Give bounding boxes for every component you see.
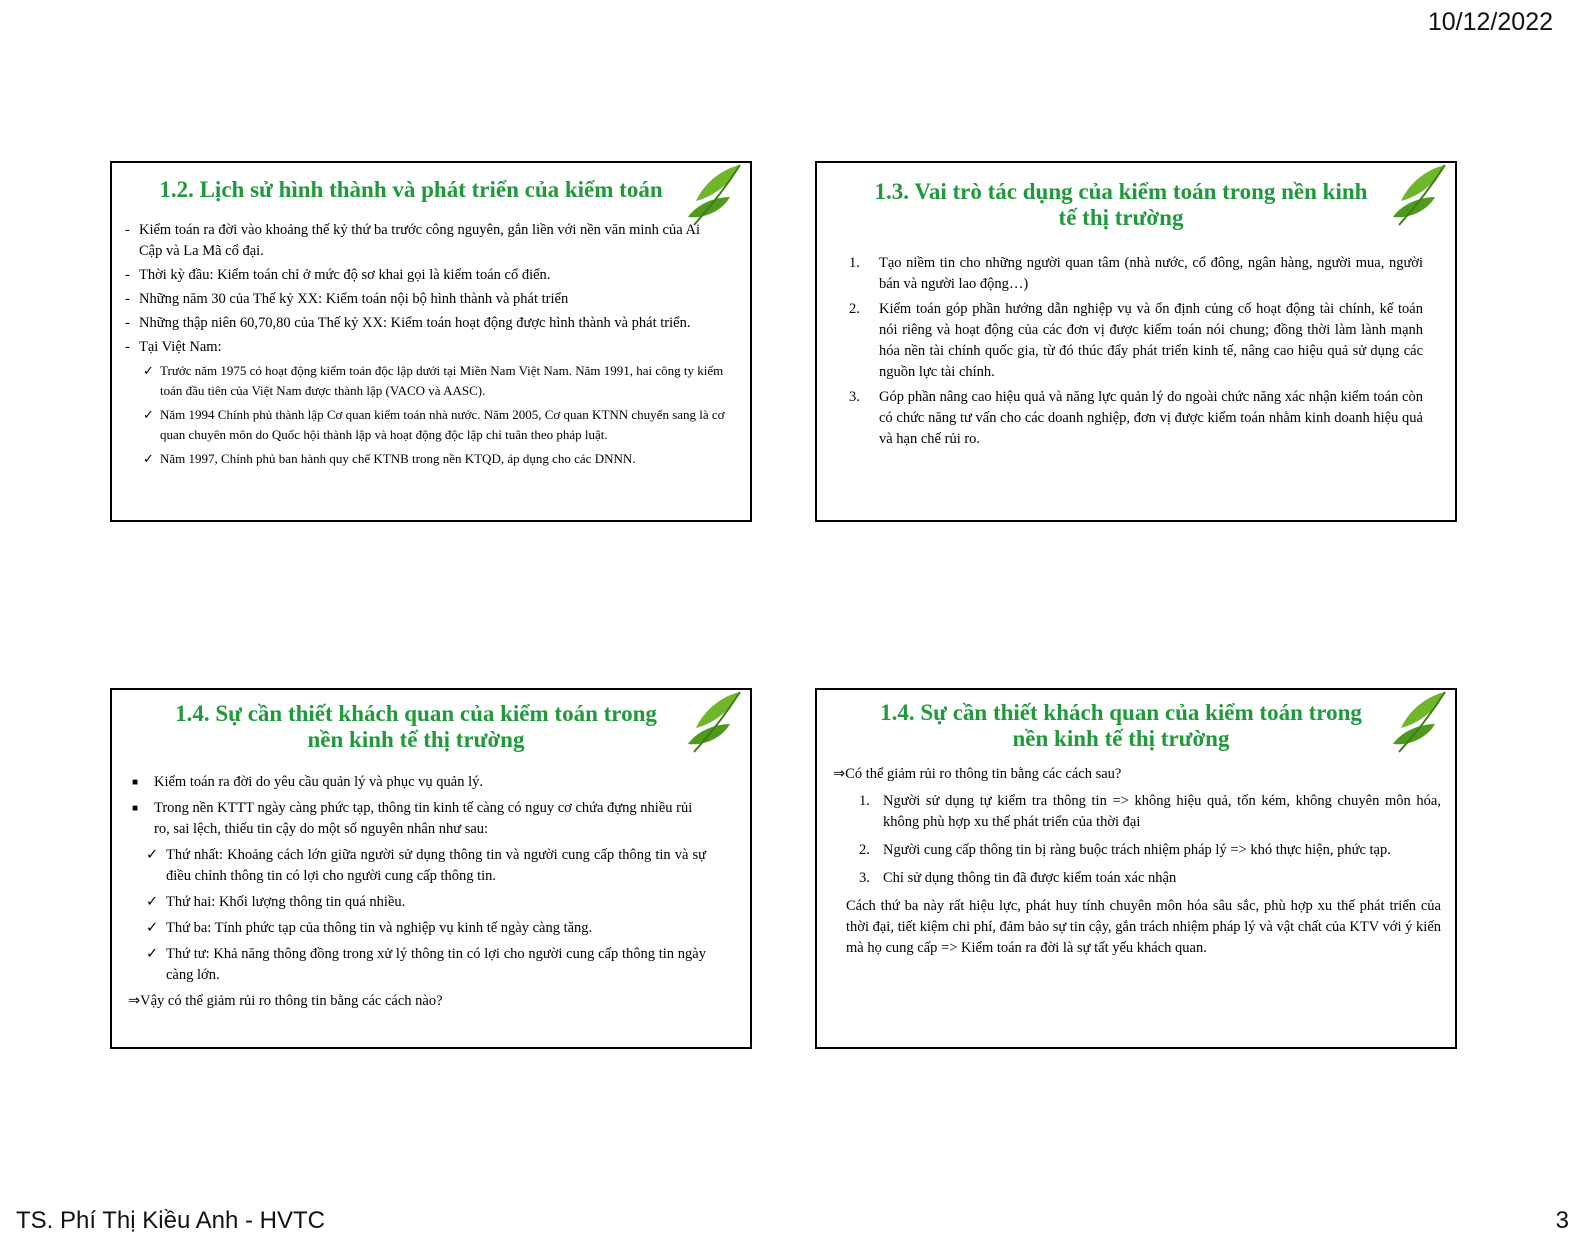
header-date: 10/12/2022: [1427, 8, 1553, 36]
slide-title-line: nền kinh tế thị trường: [1012, 726, 1230, 751]
slide-title-line: tế thị trường: [1058, 205, 1184, 230]
list-item: ■ Trong nền KTTT ngày càng phức tạp, thông tin kinh tế càng có nguy cơ chứa đựng nhiều rủi ro, sai lệch, thiếu tin cậy do một số nguyên nhân như sau:: [132, 800, 693, 837]
slide-title: [837, 179, 1405, 231]
page-number: 3: [1555, 1207, 1569, 1234]
slide-title: [132, 701, 700, 753]
list-item: - Thời kỳ đầu: Kiểm toán chỉ ở mức độ sơ khai gọi là kiểm toán cổ điển.: [125, 267, 551, 283]
slide-title-line: 1.3. Vai trò tác dụng của kiểm toán trong nền kinh: [874, 179, 1368, 204]
list-item: 3. Góp phần nâng cao hiệu quả và năng lực quản lý do ngoài chức năng xác nhận kiểm toán còn có chức năng tư vấn cho các doanh nghiệp, đơn vị được kiểm toán nhằm kinh doanh hiệu quả và hạn chế rủi ro.: [849, 389, 1423, 447]
list-item: ■ Kiểm toán ra đời do yêu cầu quản lý và phục vụ quản lý.: [132, 774, 483, 790]
list-item: - Kiểm toán ra đời vào khoảng thế kỷ thứ ba trước công nguyên, gắn liền với nền văn minh của Ai Cập và La Mã cổ đại.: [125, 222, 700, 259]
list-item: 3. Chỉ sử dụng thông tin đã được kiểm toán xác nhận: [859, 870, 1177, 886]
sub-list-item: ✓ Năm 1994 Chính phủ thành lập Cơ quan kiểm toán nhà nước. Năm 2005, Cơ quan KTNN chuyển sang là cơ quan chuyên môn do Quốc hội thành lập và hoạt động độc lập chỉ tuân theo pháp luật.: [143, 407, 725, 442]
slide-1-3-role: [815, 161, 1457, 522]
slide-1-2-history: [110, 161, 752, 522]
list-item: - Những năm 30 của Thế kỷ XX: Kiểm toán nội bộ hình thành và phát triển: [125, 291, 569, 307]
slide-1-4-necessity: [110, 688, 752, 1049]
slide-title-line: 1.2. Lịch sử hình thành và phát triển của kiểm toán: [159, 177, 663, 202]
slide-1-4-solutions: [815, 688, 1457, 1049]
intro-text: ⇒Có thể giảm rủi ro thông tin bằng các cách sau?: [833, 766, 1122, 782]
list-item: 2. Người cung cấp thông tin bị ràng buộc trách nhiệm pháp lý => khó thực hiện, phức tạp.: [859, 842, 1391, 858]
conclusion-text: Cách thứ ba này rất hiệu lực, phát huy tính chuyên môn hóa sâu sắc, phù hợp xu thế phát triển của thời đại, tiết kiệm chi phí, đảm bảo sự tin cậy, gắn trách nhiệm pháp lý và vật chất của KTV với ý kiến mà họ cung cấp => Kiểm toán ra đời là sự tất yếu khách quan.: [846, 898, 1441, 956]
sub-list-item: ✓ Thứ tư: Khả năng thông đồng trong xử lý thông tin có lợi cho người cung cấp thông tin ngày càng lớn.: [146, 946, 706, 983]
footer-author: TS. Phí Thị Kiều Anh - HVTC: [16, 1207, 326, 1234]
sub-list-item: ✓ Năm 1997, Chính phủ ban hành quy chế KTNB trong nền KTQD, áp dụng cho các DNNN.: [143, 451, 636, 466]
slide-title-line: nền kinh tế thị trường: [307, 727, 525, 752]
list-item: 1. Người sử dụng tự kiểm tra thông tin => không hiệu quả, tốn kém, không chuyên môn hóa, không phù hợp xu thế phát triển của thời đại: [859, 793, 1441, 830]
list-item: 1. Tạo niềm tin cho những người quan tâm (nhà nước, cổ đông, ngân hàng, người mua, người bán và người lao động…): [849, 255, 1423, 292]
conclusion-text: ⇒Vậy có thể giảm rủi ro thông tin bằng các cách nào?: [128, 993, 443, 1009]
sub-list-item: ✓ Thứ hai: Khối lượng thông tin quá nhiều.: [146, 894, 406, 910]
list-item: - Những thập niên 60,70,80 của Thế kỷ XX: Kiểm toán hoạt động được hình thành và phát triển.: [125, 315, 691, 331]
slide-title: [837, 700, 1405, 752]
sub-list-item: ✓ Trước năm 1975 có hoạt động kiểm toán độc lập dưới tại Miền Nam Việt Nam. Năm 1991, hai công ty kiểm toán đầu tiên của Việt Nam được thành lập (VACO và AASC).: [143, 363, 724, 398]
list-item: - Tại Việt Nam:: [125, 339, 222, 355]
sub-list-item: ✓ Thứ nhất: Khoảng cách lớn giữa người sử dụng thông tin và người cung cấp thông tin và sự điều chỉnh thông tin có lợi cho người cung cấp thông tin.: [146, 847, 706, 884]
slide-title-line: 1.4. Sự cần thiết khách quan của kiểm toán trong: [175, 701, 657, 726]
slide-title-line: 1.4. Sự cần thiết khách quan của kiểm toán trong: [880, 700, 1362, 725]
list-item: 2. Kiểm toán góp phần hướng dẫn nghiệp vụ và ổn định củng cố hoạt động tài chính, kế toán nói riêng và hoạt động của các đơn vị được kiểm toán nói chung; đồng thời làm lành mạnh hóa nền tài chính quốc gia, từ đó thúc đẩy phát triển kinh tế, nâng cao hiệu quả sử dụng các nguồn lực tài chính.: [849, 301, 1423, 380]
slide-title: [122, 177, 700, 203]
sub-list-item: ✓ Thứ ba: Tính phức tạp của thông tin và nghiệp vụ kinh tế ngày càng tăng.: [146, 920, 593, 936]
